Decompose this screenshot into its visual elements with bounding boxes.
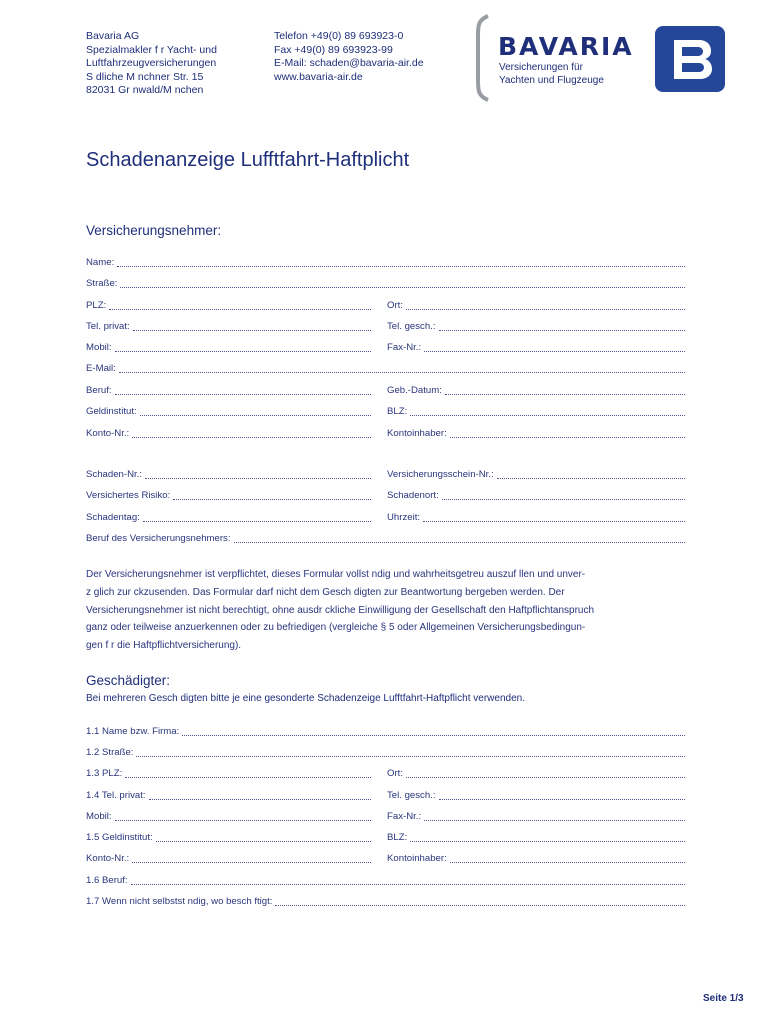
field-label: Uhrzeit: (387, 512, 421, 523)
field-label: Beruf des Versicherungsnehmers: (86, 533, 231, 544)
form-row (86, 830, 685, 844)
fill-line[interactable] (410, 405, 685, 416)
fill-line[interactable] (424, 810, 685, 821)
field-label: Ort: (387, 300, 403, 311)
claim-place-field[interactable] (387, 488, 685, 502)
form-row (86, 298, 685, 312)
fill-line[interactable] (143, 511, 371, 522)
account-no-field[interactable] (86, 426, 371, 440)
fax-line: Fax +49(0) 89 693923-99 (274, 43, 393, 56)
fill-line[interactable] (115, 810, 371, 821)
field-label: 1.5 Geldinstitut: (86, 832, 153, 843)
field-label: Schadenort: (387, 490, 439, 501)
injured-account-holder-field[interactable] (387, 851, 685, 865)
name-field[interactable] (86, 255, 685, 269)
company-address (86, 30, 217, 98)
form-row (86, 724, 685, 738)
form-row (86, 404, 685, 418)
injured-occupation-field[interactable] (86, 873, 685, 887)
address-line: 82031 Gr nwald/M nchen (86, 84, 204, 97)
form-row (86, 809, 685, 823)
bracket-decoration (472, 14, 492, 102)
fill-line[interactable] (497, 468, 685, 479)
field-label: 1.3 PLZ: (86, 768, 123, 779)
form-row (86, 873, 685, 887)
fill-line[interactable] (115, 341, 371, 352)
injured-tel-private-field[interactable] (86, 788, 371, 802)
fill-line[interactable] (115, 384, 371, 395)
form-row (86, 426, 685, 440)
form-row (86, 383, 685, 397)
obligation-notice (86, 566, 688, 655)
blz-field[interactable] (387, 404, 685, 418)
form-row (86, 510, 685, 524)
notice-line: Versicherungsnehmer ist nicht berechtigt, ohne ausdr ckliche Einwilligung der Gesellschaft den Haftpflichtanspruch (86, 604, 595, 616)
field-label: 1.7 Wenn nicht selbstst ndig, wo besch ftigt: (86, 896, 273, 907)
form-row (86, 488, 685, 502)
policyholder-occupation-field[interactable] (86, 531, 685, 545)
fill-line[interactable] (439, 320, 685, 331)
form-row (86, 319, 685, 333)
page-title: Schadenanzeige Lufftfahrt-Haftplicht (86, 149, 410, 171)
form-row (86, 788, 685, 802)
fill-line[interactable] (149, 789, 371, 800)
field-label: Straße: (86, 278, 118, 289)
tel-private-field[interactable] (86, 319, 371, 333)
form-row (86, 531, 685, 545)
field-label: Schadentag: (86, 512, 140, 523)
address-line: Bavaria AG (86, 30, 140, 42)
injured-ort-field[interactable] (387, 766, 685, 780)
fill-line[interactable] (445, 384, 685, 395)
field-label: Versichertes Risiko: (86, 490, 171, 501)
field-label: Mobil: (86, 811, 112, 822)
fill-line[interactable] (156, 831, 371, 842)
fill-line[interactable] (450, 852, 685, 863)
address-line: Luftfahrzeugversicherungen (86, 57, 217, 70)
policy-no-field[interactable] (387, 467, 685, 481)
policyholder-heading: Versicherungsnehmer: (86, 223, 222, 238)
time-field[interactable] (387, 510, 685, 524)
fill-line[interactable] (182, 725, 685, 736)
fill-line[interactable] (132, 852, 371, 863)
street-field[interactable] (86, 276, 685, 290)
injured-blz-field[interactable] (387, 830, 685, 844)
address-line: Spezialmakler f r Yacht- und (86, 43, 217, 56)
fax-field[interactable] (387, 340, 685, 354)
notice-line: Der Versicherungsnehmer ist verpflichtet, dieses Formular vollst ndig und wahrheitsgetreu auszuf llen und unver- (86, 569, 586, 580)
field-label: Versicherungsschein-Nr.: (387, 469, 494, 480)
phone-line: Telefon +49(0) 89 693923-0 (274, 30, 404, 42)
email-line: E-Mail: schaden@bavaria-air.de (274, 57, 424, 70)
field-label: 1.2 Straße: (86, 747, 134, 758)
form-row (86, 276, 685, 290)
injured-fax-field[interactable] (387, 809, 685, 823)
fill-line[interactable] (423, 511, 685, 522)
company-contact (274, 30, 424, 84)
fill-line[interactable] (173, 489, 371, 500)
injured-tel-business-field[interactable] (387, 788, 685, 802)
form-row (86, 255, 685, 269)
field-label: Kontoinhaber: (387, 428, 447, 439)
fill-line[interactable] (120, 277, 685, 288)
field-label: Fax-Nr.: (387, 342, 422, 353)
field-label: Ort: (387, 768, 403, 779)
field-label: Name: (86, 257, 115, 268)
tagline-line: Versicherungen für (499, 62, 583, 73)
brand-tagline (499, 62, 604, 87)
injured-plz-field[interactable] (86, 766, 371, 780)
fill-line[interactable] (424, 341, 685, 352)
notice-line: z glich zur ckzusenden. Das Formular darf nicht dem Gesch digten zur Beantwortung bergeben werden. Der (86, 586, 565, 598)
brand-wordmark: BAVARIA (498, 32, 634, 61)
field-label: PLZ: (86, 300, 107, 311)
page-number: Seite 1/3 (703, 993, 744, 1004)
field-label: BLZ: (387, 832, 408, 843)
logo (655, 26, 725, 92)
fill-line[interactable] (234, 532, 685, 543)
injured-employer-field[interactable] (86, 894, 685, 908)
fill-line[interactable] (136, 746, 685, 757)
account-holder-field[interactable] (387, 426, 685, 440)
fill-line[interactable] (406, 299, 685, 310)
plz-field[interactable] (86, 298, 371, 312)
notice-line: ganz oder teilweise anzuerkennen oder zu befriedigen (vergleiche § 5 oder Allgemeinen Versicherungsbedingun- (86, 622, 586, 634)
injured-party-heading: Geschädigter: (86, 673, 171, 688)
fill-line[interactable] (133, 320, 371, 331)
field-label: 1.1 Name bzw. Firma: (86, 726, 180, 737)
injured-mobile-field[interactable] (86, 809, 371, 823)
injured-bank-field[interactable] (86, 830, 371, 844)
field-label: Konto-Nr.: (86, 428, 130, 439)
field-label: Beruf: (86, 385, 112, 396)
bank-field[interactable] (86, 404, 371, 418)
field-label: 1.6 Beruf: (86, 875, 128, 886)
claim-no-field[interactable] (86, 467, 371, 481)
fill-line[interactable] (275, 895, 685, 906)
injured-account-no-field[interactable] (86, 851, 371, 865)
fill-line[interactable] (132, 427, 371, 438)
tagline-line: Yachten und Flugzeuge (499, 74, 604, 86)
fill-line[interactable] (140, 405, 371, 416)
form-row (86, 467, 685, 481)
form-row (86, 766, 685, 780)
field-label: Geldinstitut: (86, 406, 137, 417)
address-line: S dliche M nchner Str. 15 (86, 70, 204, 83)
fill-line[interactable] (119, 362, 685, 373)
field-label: Tel. privat: (86, 321, 130, 332)
form-row (86, 361, 685, 375)
field-label: Geb.-Datum: (387, 385, 442, 396)
fill-line[interactable] (145, 468, 371, 479)
field-label: Konto-Nr.: (86, 853, 130, 864)
fill-line[interactable] (442, 489, 685, 500)
field-label: Tel. gesch.: (387, 790, 436, 801)
email-field[interactable] (86, 361, 685, 375)
injured-street-field[interactable] (86, 745, 685, 759)
form-row (86, 851, 685, 865)
fill-line[interactable] (131, 874, 685, 885)
fill-line[interactable] (410, 831, 685, 842)
field-label: Mobil: (86, 342, 112, 353)
injured-party-hint: Bei mehreren Gesch digten bitte je eine gesonderte Schadenzeige Lufftfahrt-Haftpflicht verwenden. (86, 693, 525, 704)
form-row (86, 745, 685, 759)
field-label: Schaden-Nr.: (86, 469, 142, 480)
claim-date-field[interactable] (86, 510, 371, 524)
injured-name-field[interactable] (86, 724, 685, 738)
field-label: Fax-Nr.: (387, 811, 422, 822)
birth-date-field[interactable] (387, 383, 685, 397)
fill-line[interactable] (125, 767, 371, 778)
field-label: Kontoinhaber: (387, 853, 447, 864)
mobile-field[interactable] (86, 340, 371, 354)
website-line: www.bavaria-air.de (274, 70, 363, 83)
ort-field[interactable] (387, 298, 685, 312)
fill-line[interactable] (406, 767, 685, 778)
fill-line[interactable] (117, 256, 685, 267)
insured-risk-field[interactable] (86, 488, 371, 502)
field-label: E-Mail: (86, 363, 116, 374)
notice-line: gen f r die Haftpflichtversicherung). (86, 640, 242, 652)
fill-line[interactable] (450, 427, 685, 438)
fill-line[interactable] (109, 299, 371, 310)
form-row (86, 894, 685, 908)
occupation-field[interactable] (86, 383, 371, 397)
field-label: BLZ: (387, 406, 408, 417)
field-label: Tel. gesch.: (387, 321, 436, 332)
form-row (86, 340, 685, 354)
tel-business-field[interactable] (387, 319, 685, 333)
logo-letter-b-icon (655, 26, 725, 92)
fill-line[interactable] (439, 789, 685, 800)
field-label: 1.4 Tel. privat: (86, 790, 146, 801)
